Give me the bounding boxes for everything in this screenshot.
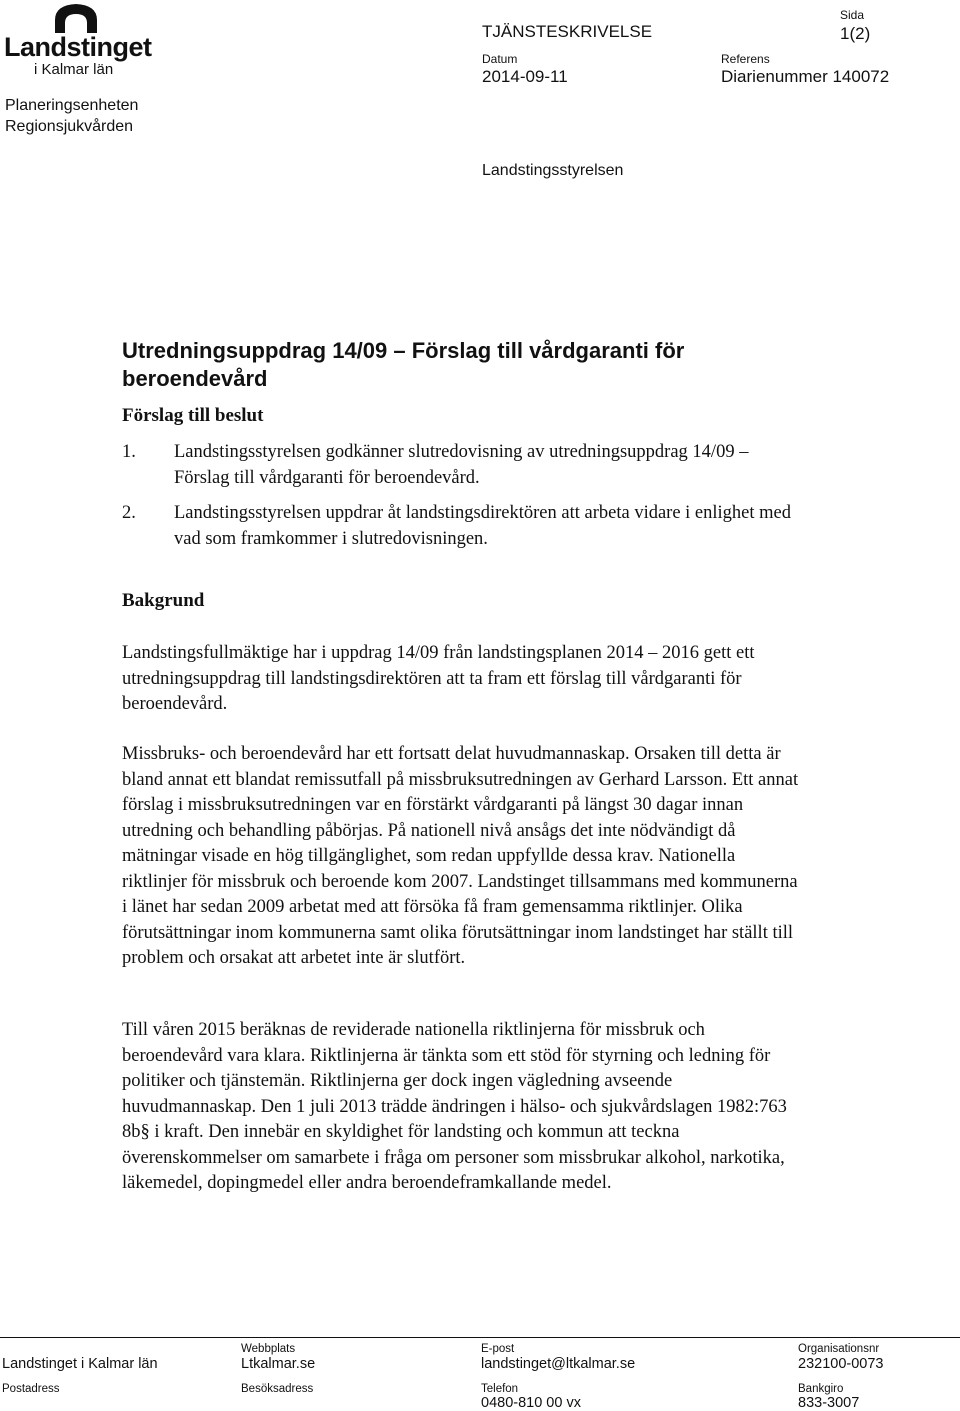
footer-visiting-address-label: Besöksadress (241, 1383, 314, 1395)
page-number: 1(2) (840, 24, 871, 43)
proposal-list (122, 440, 802, 562)
logo-wordmark: Landstinget (4, 32, 152, 62)
footer-email-label: E-post (481, 1343, 515, 1355)
footer-website-link[interactable]: Ltkalmar.se (241, 1356, 316, 1372)
landstinget-logo (4, 2, 152, 82)
department-line: Planeringsenheten (5, 97, 139, 114)
footer-org-number-label: Organisationsnr (798, 1343, 880, 1355)
paragraph: Till våren 2015 beräknas de reviderade nationella riktlinjerna för missbruk och beroendevård vara klara. Riktlinjerna är tänkta som ett stöd för styrning och ledning för politiker och tjänstemän. Riktlinjerna ger dock ingen vägledning avseende huvudmannaskap. Den 1 juli 2013 trädde ändringen i hälso- och sjukvårdslagen 1982:763 8b§ i kraft. Den innebär en skyldighet för landsting och kommun att teckna överenskommelser om samarbete i fråga om personer som missbrukar alkohol, narkotika, läkemedel, dopingmedel eller andra beroendeframkallande medel. (122, 1020, 787, 1193)
background-heading: Bakgrund (122, 590, 205, 611)
document-type: TJÄNSTESKRIVELSE (482, 22, 653, 41)
reference-value: Diarienummer 140072 (721, 67, 890, 86)
list-item (122, 440, 802, 491)
proposal-heading: Förslag till beslut (122, 405, 264, 426)
footer-postal-address-label: Postadress (2, 1383, 60, 1395)
footer-phone-label: Telefon (481, 1383, 519, 1395)
footer-org-number-value: 232100-0073 (798, 1356, 884, 1372)
list-item-number: 2. (122, 503, 136, 523)
footer-phone-value: 0480-810 00 vx (481, 1395, 581, 1411)
department-line: Regionsjukvården (5, 118, 134, 135)
paragraph: Landstingsfullmäktige har i uppdrag 14/09 från landstingsplanen 2014 – 2016 gett ett utredningsuppdrag till landstingsdirektören att ta fram ett förslag till vårdgaranti för beroendevård. (122, 643, 755, 714)
department (5, 95, 138, 137)
list-item (122, 501, 802, 552)
recipient: Landstingsstyrelsen (482, 162, 624, 179)
footer-divider (0, 1337, 960, 1338)
date-label: Datum (482, 52, 518, 66)
list-item-text: Landstingsstyrelsen uppdrar åt landstingsdirektören att arbeta vidare i enlighet med vad som framkommer i slutredovisningen. (174, 503, 791, 549)
page-label: Sida (840, 8, 865, 22)
list-item-number: 1. (122, 442, 136, 462)
footer-website-label: Webbplats (241, 1343, 296, 1355)
footer-org-name: Landstinget i Kalmar län (2, 1356, 158, 1372)
reference-label: Referens (721, 52, 770, 66)
footer-bankgiro-value: 833-3007 (798, 1395, 860, 1411)
footer-bankgiro-label: Bankgiro (798, 1383, 844, 1395)
date-value: 2014-09-11 (482, 67, 568, 86)
document-title: Utredningsuppdrag 14/09 – Förslag till vårdgaranti för beroendevård (122, 338, 685, 391)
list-item-text: Landstingsstyrelsen godkänner slutredovisning av utredningsuppdrag 14/09 – Förslag till vårdgaranti för beroendevård. (174, 442, 749, 488)
paragraph: Missbruks- och beroendevård har ett fortsatt delat huvudmannaskap. Orsaken till detta är bland annat ett blandat remissutfall på missbruksutredningen av Gerhard Larsson. Ett annat förslag i missbruksutredningen var en förstärkt vårdgaranti på längst 30 dagar innan utredning och behandling påbörjas. På nationell nivå ansågs det inte nödvändigt då mätningar visade en hög tillgänglighet, som redan uppfyllde dessa krav. Nationella riktlinjer för missbruk och beroende kom 2007. Landstinget tillsammans med kommunerna i länet har sedan 2009 arbetat med att försöka få fram gemensamma riktlinjer. Olika förutsättningar inom kommunerna samt olika förutsättningar inom landstinget har ställt till problem och orsakat att arbetet inte är slutfört. (122, 744, 799, 968)
footer-email-link[interactable]: landstinget@ltkalmar.se (481, 1356, 636, 1372)
logo-subtitle: i Kalmar län (34, 61, 114, 78)
crown-arch-icon (51, 2, 101, 34)
